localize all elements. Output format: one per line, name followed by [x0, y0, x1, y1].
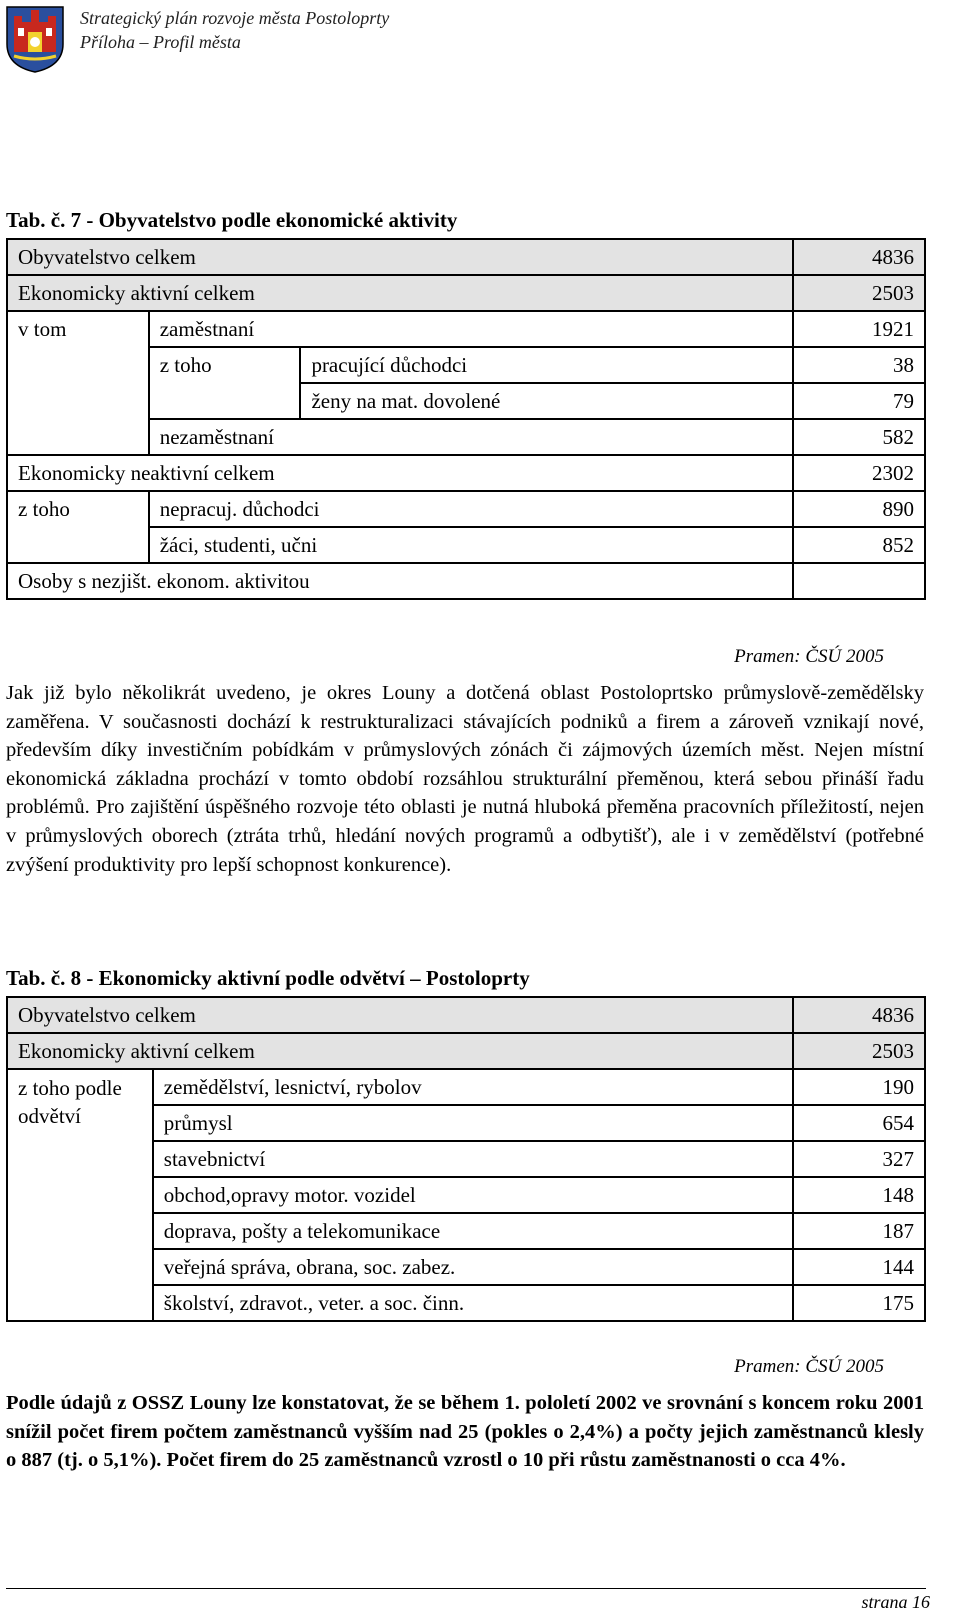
body-paragraph: Jak již bylo několikrát uvedeno, je okres Louny a dotčená oblast Postoloprtsko průmyslově-zemědělsky zaměřena. V současnosti dochází k restrukturalizaci stávajících podniků a firem a zároveň vznikají nové, především díky investičním pobídkám v průmyslových zónách či zájmových územích měst. Nejen místní ekonomická základna prochází v tomto období rozsáhlou strukturální přeměnou, která sebou přináší řadu problémů. Pro zajištění úspěšného rozvoje této oblasti je nutná hluboká přeměna pracovních příležitostí, nejen v průmyslových oborech (ztráta trhů, hledání nových programů a odbytišť), ale i v zemědělství (potřebné zvýšení produktivity pro lepší schopnost konkurence). [6, 682, 924, 876]
table8-source: Pramen: ČSÚ 2005 [734, 1356, 884, 1377]
table-cell-value: 1921 [793, 311, 925, 347]
table-row [7, 1033, 925, 1069]
page-header [0, 0, 960, 80]
page-number: strana 16 [861, 1592, 930, 1612]
sector-label: doprava, pošty a telekomunikace [153, 1213, 793, 1249]
table-cell-value: 890 [793, 491, 925, 527]
table-cell-label: Obyvatelstvo celkem [7, 997, 793, 1033]
table-cell-label: Ekonomicky neaktivní celkem [7, 455, 793, 491]
sector-label: průmysl [153, 1105, 793, 1141]
table-cell-value: 582 [793, 419, 925, 455]
table-cell-label: v tom [7, 311, 149, 347]
table-cell-value: 38 [793, 347, 925, 383]
document-title: Strategický plán rozvoje města Postoloprty [80, 8, 390, 28]
sector-value: 190 [793, 1069, 925, 1105]
table-row [7, 239, 925, 275]
table7-source: Pramen: ČSÚ 2005 [734, 646, 884, 667]
table-row [7, 347, 925, 383]
table-cell-label: zaměstnaní [149, 311, 793, 347]
table-cell-value: 4836 [793, 997, 925, 1033]
table-row [7, 275, 925, 311]
table-cell-label: Ekonomicky aktivní celkem [7, 1033, 793, 1069]
table-cell-label: nezaměstnaní [149, 419, 793, 455]
sector-value: 187 [793, 1213, 925, 1249]
sector-label: veřejná správa, obrana, soc. zabez. [153, 1249, 793, 1285]
table-cell-label: ženy na mat. dovolené [300, 383, 793, 419]
table-row [7, 491, 925, 527]
table-row [7, 527, 925, 563]
table-cell-label: Obyvatelstvo celkem [7, 239, 793, 275]
table-cell-label: Ekonomicky aktivní celkem [7, 275, 793, 311]
document-subtitle: Příloha – Profil města [80, 32, 241, 52]
sector-value: 654 [793, 1105, 925, 1141]
table7-title: Tab. č. 7 - Obyvatelstvo podle ekonomické aktivity [6, 208, 458, 232]
table-cell-value: 79 [793, 383, 925, 419]
table-cell-value [793, 563, 925, 599]
table-row [7, 997, 925, 1033]
bold-paragraph: Podle údajů z OSSZ Louny lze konstatovat, že se během 1. pololetí 2002 ve srovnání s koncem roku 2001 snížil počet firem počtem zaměstnanců vyšším nad 25 (pokles o 2,4%) a počty jejich zaměstnanců klesly o 887 (tj. o 5,1%). Počet firem do 25 zaměstnanců vzrostl o 10 při růstu zaměstnanosti o cca 4%. [6, 1392, 924, 1472]
table8 [6, 996, 926, 1322]
table-cell-label: žáci, studenti, učni [149, 527, 793, 563]
table-row [7, 311, 925, 347]
table8-title: Tab. č. 8 - Ekonomicky aktivní podle odvětví – Postoloprty [6, 966, 530, 990]
table-cell-value: 2302 [793, 455, 925, 491]
table-row [7, 383, 925, 419]
table-row [7, 563, 925, 599]
sector-label: stavebnictví [153, 1141, 793, 1177]
table-row [7, 1069, 925, 1105]
sector-value: 148 [793, 1177, 925, 1213]
sector-label: zemědělství, lesnictví, rybolov [153, 1069, 793, 1105]
sector-label: školství, zdravot., veter. a soc. činn. [153, 1285, 793, 1321]
table7 [6, 238, 926, 600]
table-cell-value: 2503 [793, 1033, 925, 1069]
table-cell-label: Osoby s nezjišt. ekonom. aktivitou [7, 563, 793, 599]
table-cell-label: nepracuj. důchodci [149, 491, 793, 527]
table-cell-group-label: z toho podle odvětví [7, 1069, 153, 1321]
table-cell-value: 852 [793, 527, 925, 563]
table-cell-label: z toho [149, 347, 301, 383]
sector-value: 144 [793, 1249, 925, 1285]
table-cell-label: pracující důchodci [300, 347, 793, 383]
sector-label: obchod,opravy motor. vozidel [153, 1177, 793, 1213]
table-row [7, 455, 925, 491]
sector-value: 327 [793, 1141, 925, 1177]
table-cell-value: 2503 [793, 275, 925, 311]
footer-divider [6, 1588, 926, 1589]
sector-value: 175 [793, 1285, 925, 1321]
table-cell-label: z toho [7, 491, 149, 527]
coat-of-arms-icon [4, 4, 66, 74]
table-cell-value: 4836 [793, 239, 925, 275]
table-row [7, 419, 925, 455]
